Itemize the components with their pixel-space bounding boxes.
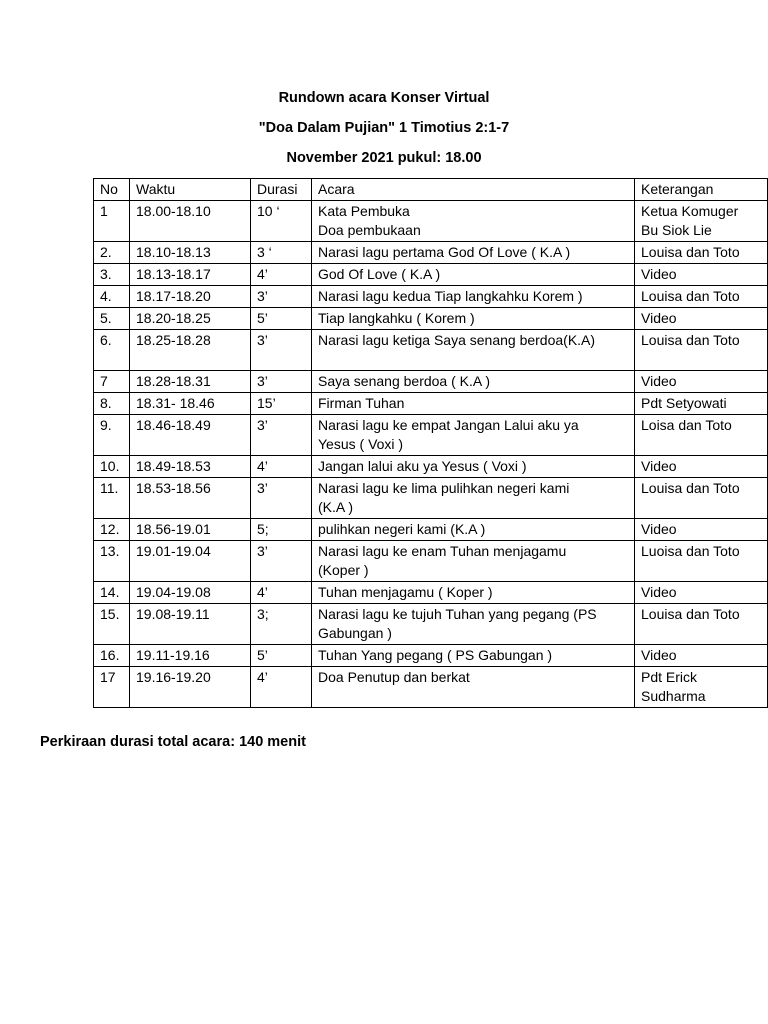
cell-keterangan-line: Louisa dan Toto <box>641 606 740 622</box>
header-acara: Acara <box>312 179 635 201</box>
cell-keterangan <box>635 582 768 604</box>
cell-no: 3. <box>94 264 130 286</box>
cell-no: 16. <box>94 645 130 667</box>
cell-no: 6. <box>94 330 130 371</box>
cell-durasi: 10 ‘ <box>251 201 312 242</box>
cell-no: 17 <box>94 667 130 708</box>
cell-keterangan <box>635 456 768 478</box>
cell-acara <box>312 667 635 708</box>
cell-durasi: 4’ <box>251 264 312 286</box>
cell-durasi: 5; <box>251 519 312 541</box>
cell-acara-line: Firman Tuhan <box>318 395 405 411</box>
cell-acara-line: pulihkan negeri kami (K.A ) <box>318 521 486 537</box>
cell-keterangan <box>635 330 768 371</box>
cell-acara-line: Tuhan Yang pegang ( PS Gabungan ) <box>318 647 553 663</box>
table-row <box>94 330 768 371</box>
cell-acara-line: Narasi lagu ketiga Saya senang berdoa(K.A) <box>318 332 596 348</box>
cell-keterangan <box>635 519 768 541</box>
cell-keterangan-line: Louisa dan Toto <box>641 288 740 304</box>
cell-durasi: 3 ‘ <box>251 242 312 264</box>
cell-keterangan-line: Sudharma <box>641 688 706 704</box>
cell-acara <box>312 371 635 393</box>
cell-acara-line: Narasi lagu kedua Tiap langkahku Korem ) <box>318 288 583 304</box>
date-line: November 2021 pukul: 18.00 <box>286 150 482 166</box>
cell-durasi: 3; <box>251 604 312 645</box>
cell-waktu: 18.46-18.49 <box>130 415 251 456</box>
cell-keterangan <box>635 201 768 242</box>
cell-acara-line: Tiap langkahku ( Korem ) <box>318 310 475 326</box>
cell-acara <box>312 519 635 541</box>
cell-no: 10. <box>94 456 130 478</box>
cell-acara-line: Jangan lalui aku ya Yesus ( Voxi ) <box>318 458 527 474</box>
cell-keterangan-line: Louisa dan Toto <box>641 244 740 260</box>
cell-acara <box>312 201 635 242</box>
table-row <box>94 456 768 478</box>
cell-keterangan <box>635 242 768 264</box>
cell-acara <box>312 286 635 308</box>
cell-keterangan <box>635 415 768 456</box>
header-no: No <box>94 179 130 201</box>
cell-acara-line: (Koper ) <box>318 562 369 578</box>
cell-durasi: 15’ <box>251 393 312 415</box>
cell-waktu: 19.08-19.11 <box>130 604 251 645</box>
cell-keterangan <box>635 604 768 645</box>
cell-acara-line: Narasi lagu ke tujuh Tuhan yang pegang (PS <box>318 606 597 622</box>
cell-acara <box>312 604 635 645</box>
table-row <box>94 371 768 393</box>
cell-no: 5. <box>94 308 130 330</box>
cell-waktu: 18.17-18.20 <box>130 286 251 308</box>
document-title-block <box>0 86 768 176</box>
cell-no: 1 <box>94 201 130 242</box>
cell-waktu: 19.11-19.16 <box>130 645 251 667</box>
cell-no: 8. <box>94 393 130 415</box>
cell-keterangan-line: Bu Siok Lie <box>641 222 712 238</box>
cell-no: 7 <box>94 371 130 393</box>
cell-waktu: 18.56-19.01 <box>130 519 251 541</box>
cell-keterangan-line: Louisa dan Toto <box>641 332 740 348</box>
cell-durasi: 4’ <box>251 582 312 604</box>
table-row <box>94 393 768 415</box>
cell-acara-line: Narasi lagu ke empat Jangan Lalui aku ya <box>318 417 579 433</box>
cell-acara <box>312 645 635 667</box>
cell-no: 11. <box>94 478 130 519</box>
cell-acara-line: (K.A ) <box>318 499 354 515</box>
cell-acara <box>312 541 635 582</box>
table-row <box>94 286 768 308</box>
cell-keterangan <box>635 667 768 708</box>
table-row <box>94 201 768 242</box>
cell-acara <box>312 393 635 415</box>
cell-keterangan-line: Video <box>641 521 677 537</box>
cell-waktu: 18.10-18.13 <box>130 242 251 264</box>
table-row <box>94 604 768 645</box>
cell-no: 15. <box>94 604 130 645</box>
cell-durasi: 3’ <box>251 330 312 371</box>
cell-acara-line: Doa pembukaan <box>318 222 421 238</box>
cell-waktu: 18.49-18.53 <box>130 456 251 478</box>
table-row <box>94 478 768 519</box>
cell-keterangan-line: Pdt Setyowati <box>641 395 727 411</box>
table-row <box>94 308 768 330</box>
table-body <box>94 201 768 708</box>
cell-waktu: 18.28-18.31 <box>130 371 251 393</box>
cell-keterangan <box>635 393 768 415</box>
cell-keterangan-line: Luoisa dan Toto <box>641 543 740 559</box>
cell-keterangan-line: Louisa dan Toto <box>641 480 740 496</box>
cell-durasi: 3’ <box>251 286 312 308</box>
total-duration-note: Perkiraan durasi total acara: 140 menit <box>40 734 306 750</box>
cell-waktu: 18.53-18.56 <box>130 478 251 519</box>
table-row <box>94 242 768 264</box>
rundown-table <box>93 178 768 708</box>
cell-waktu: 19.01-19.04 <box>130 541 251 582</box>
cell-waktu: 19.16-19.20 <box>130 667 251 708</box>
cell-waktu: 18.31- 18.46 <box>130 393 251 415</box>
cell-acara-line: Tuhan menjagamu ( Koper ) <box>318 584 493 600</box>
cell-keterangan <box>635 478 768 519</box>
cell-keterangan-line: Video <box>641 584 677 600</box>
cell-acara-line: Narasi lagu ke enam Tuhan menjagamu <box>318 543 567 559</box>
cell-keterangan-line: Video <box>641 647 677 663</box>
cell-no: 14. <box>94 582 130 604</box>
cell-no: 9. <box>94 415 130 456</box>
table-row <box>94 645 768 667</box>
cell-acara <box>312 456 635 478</box>
cell-keterangan-line: Video <box>641 373 677 389</box>
cell-acara <box>312 308 635 330</box>
cell-waktu: 18.13-18.17 <box>130 264 251 286</box>
cell-acara <box>312 330 635 371</box>
cell-waktu: 18.20-18.25 <box>130 308 251 330</box>
header-waktu: Waktu <box>130 179 251 201</box>
cell-keterangan <box>635 371 768 393</box>
table-header-row <box>94 179 768 201</box>
cell-acara <box>312 582 635 604</box>
table-row <box>94 415 768 456</box>
cell-acara-line: Gabungan ) <box>318 625 392 641</box>
subtitle-line: "Doa Dalam Pujian" 1 Timotius 2:1-7 <box>258 120 510 136</box>
table-row <box>94 667 768 708</box>
title-line: Rundown acara Konser Virtual <box>278 90 490 106</box>
header-durasi: Durasi <box>251 179 312 201</box>
cell-no: 12. <box>94 519 130 541</box>
cell-acara <box>312 415 635 456</box>
cell-no: 4. <box>94 286 130 308</box>
table-row <box>94 582 768 604</box>
cell-durasi: 3’ <box>251 415 312 456</box>
cell-acara-line: God Of Love ( K.A ) <box>318 266 441 282</box>
cell-keterangan <box>635 308 768 330</box>
cell-keterangan-line: Video <box>641 310 677 326</box>
cell-acara-line: Saya senang berdoa ( K.A ) <box>318 373 490 389</box>
cell-durasi: 3’ <box>251 541 312 582</box>
cell-keterangan <box>635 286 768 308</box>
cell-keterangan <box>635 264 768 286</box>
cell-keterangan-line: Video <box>641 458 677 474</box>
cell-acara-line: Doa Penutup dan berkat <box>318 669 470 685</box>
table-row <box>94 519 768 541</box>
cell-no: 2. <box>94 242 130 264</box>
cell-acara-line: Narasi lagu pertama God Of Love ( K.A ) <box>318 244 571 260</box>
header-keterangan: Keterangan <box>635 179 768 201</box>
cell-acara <box>312 264 635 286</box>
cell-waktu: 18.00-18.10 <box>130 201 251 242</box>
cell-keterangan-line: Video <box>641 266 677 282</box>
cell-keterangan <box>635 541 768 582</box>
cell-durasi: 4’ <box>251 667 312 708</box>
table-row <box>94 264 768 286</box>
cell-waktu: 19.04-19.08 <box>130 582 251 604</box>
cell-keterangan-line: Loisa dan Toto <box>641 417 732 433</box>
cell-durasi: 4’ <box>251 456 312 478</box>
cell-keterangan <box>635 645 768 667</box>
cell-no: 13. <box>94 541 130 582</box>
cell-acara-line: Narasi lagu ke lima pulihkan negeri kami <box>318 480 570 496</box>
cell-waktu: 18.25-18.28 <box>130 330 251 371</box>
cell-acara-line: Kata Pembuka <box>318 203 410 219</box>
cell-keterangan-line: Pdt Erick <box>641 669 698 685</box>
cell-durasi: 5’ <box>251 308 312 330</box>
cell-durasi: 3’ <box>251 371 312 393</box>
cell-acara <box>312 242 635 264</box>
cell-durasi: 3’ <box>251 478 312 519</box>
table-row <box>94 541 768 582</box>
cell-acara-line: Yesus ( Voxi ) <box>318 436 404 452</box>
cell-durasi: 5’ <box>251 645 312 667</box>
cell-keterangan-line: Ketua Komuger <box>641 203 739 219</box>
cell-acara <box>312 478 635 519</box>
